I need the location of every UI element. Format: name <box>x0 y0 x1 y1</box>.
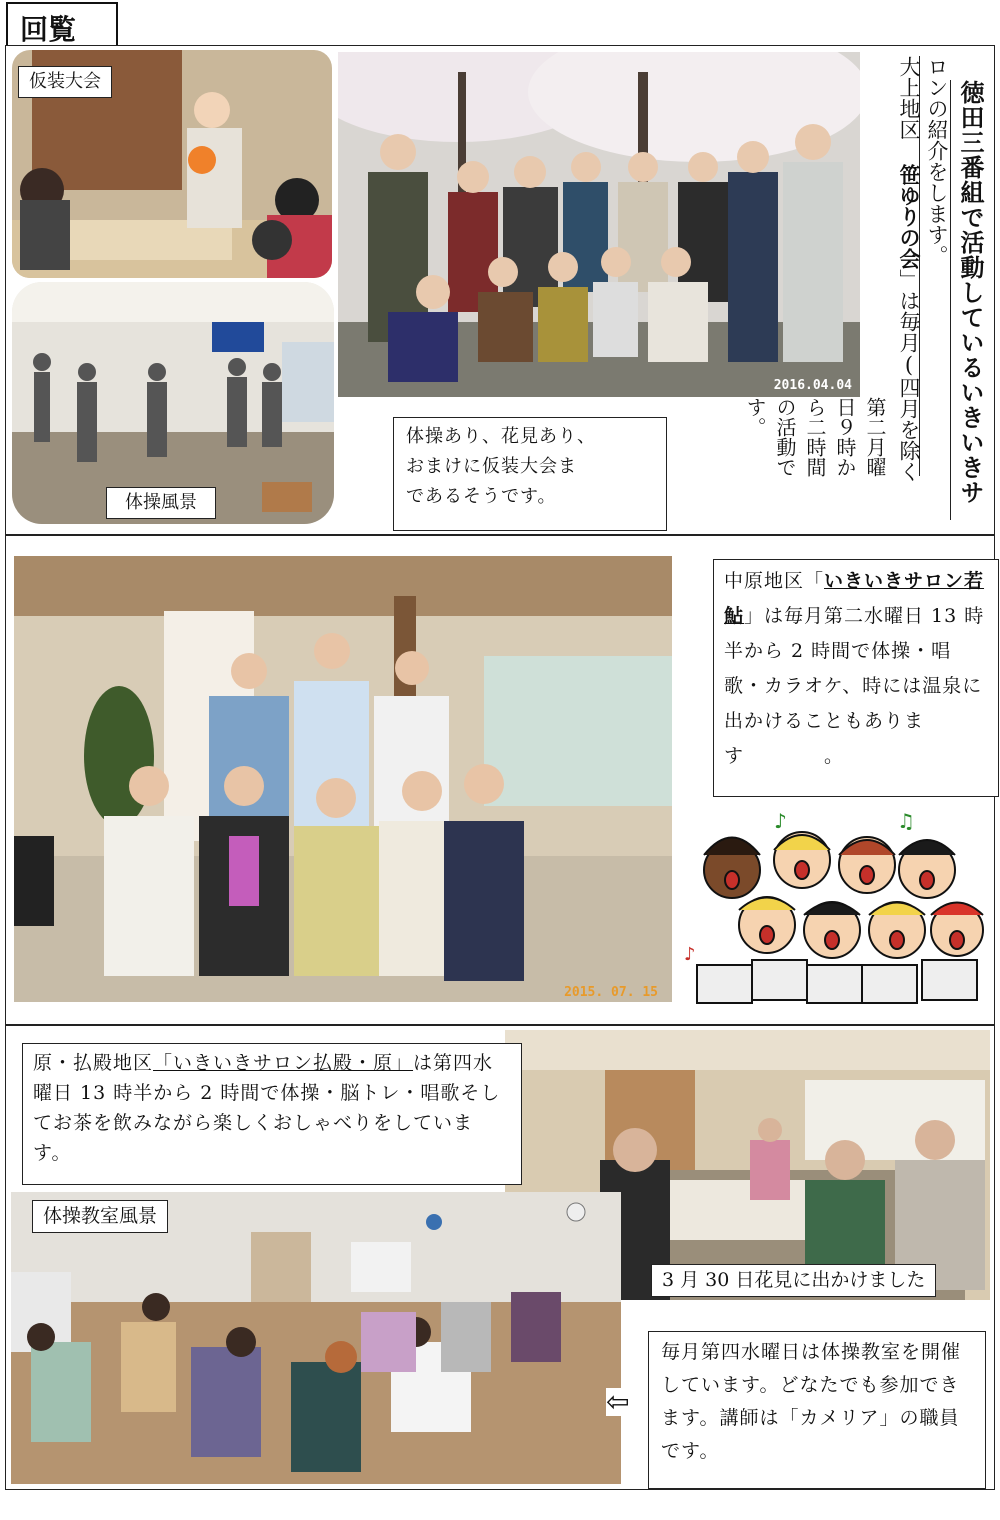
section1-vertical-text <box>716 52 990 522</box>
left-arrow-icon: ⇦ <box>606 1385 630 1418</box>
exercise-class-photo <box>11 1192 621 1484</box>
section2-salon-name: いきいきサロン若鮎 <box>724 570 985 627</box>
vertical-col-4 <box>861 397 890 477</box>
exercise-scene-caption: 体操風景 <box>106 487 216 519</box>
section1-note-line-2: おまけに仮装大会ま <box>406 456 577 477</box>
vertical-col-7 <box>771 397 800 477</box>
section3-note-text: 毎月第四水曜日は体操教室を開催しています。どなたでも参加できます。講師は「カメリア」の職員です。 <box>661 1341 962 1462</box>
circulation-tag <box>6 2 118 46</box>
svg-text:♪: ♪ <box>684 944 696 965</box>
wakaayu-group-photo <box>14 556 672 1002</box>
section2-text <box>713 559 999 797</box>
hanami-photo-date: 2016.04.04 <box>773 378 852 393</box>
vertical-col-7-text: の活動で <box>773 397 797 477</box>
exercise-class-caption: 体操教室風景 <box>32 1200 168 1233</box>
vertical-col-6-text: ら二時間 <box>803 397 827 477</box>
vertical-col-3b: 笹ゆりの会 <box>897 164 922 269</box>
svg-text:♫: ♫ <box>897 810 915 833</box>
section2-text-body: 」は毎月第二水曜日 13 時半から 2 時間で体操・唱歌・カラオケ、時には温泉に出かけることもあります 。 <box>724 605 985 767</box>
circulation-tag-label: 回覧 <box>20 13 77 46</box>
hanami-caption: 3 月 30 日花見に出かけました <box>651 1264 936 1297</box>
vertical-col-3a: 大上地区 <box>897 56 921 164</box>
section3-note <box>648 1331 986 1489</box>
section1-note <box>393 417 667 531</box>
vertical-col-5-text: 日９時か <box>833 397 857 477</box>
costume-contest-caption: 仮装大会 <box>18 66 112 98</box>
vertical-col-5 <box>831 397 860 477</box>
section1-note-line-3: であるそうです。 <box>406 486 557 507</box>
section1-note-line-1: 体操あり、花見あり、 <box>406 426 596 447</box>
vertical-col-3c: 」は毎月(四月を除く <box>897 269 921 482</box>
vertical-col-6 <box>801 397 830 477</box>
vertical-col-1-text: 徳田三番組で活動しているいきいきサ <box>956 80 985 505</box>
wakaayu-photo-date: 2015. 07. 15 <box>564 985 658 1000</box>
vertical-col-4-text: 第二月曜 <box>863 397 887 477</box>
vertical-col-1 <box>950 80 988 520</box>
section2-text-intro: 中原地区「 <box>724 570 825 592</box>
choir-illustration <box>682 810 990 1008</box>
svg-text:♪: ♪ <box>774 810 787 833</box>
section3-salon-name: 「いきいきサロン払殿・原」 <box>153 1052 414 1074</box>
vertical-col-2-text: ロンの紹介をします。 <box>925 56 949 266</box>
vertical-col-8-text: す。 <box>743 397 767 437</box>
section3-text <box>22 1043 522 1185</box>
section3-text-body: は第四水曜日 13 時半から 2 時間で体操・脳トレ・唱歌そしてお茶を飲みながら楽しくおしゃべりをしています。 <box>33 1052 501 1164</box>
vertical-col-3 <box>894 56 924 526</box>
section3-text-intro: 原・払殿地区 <box>33 1052 154 1074</box>
vertical-col-8 <box>741 397 770 437</box>
